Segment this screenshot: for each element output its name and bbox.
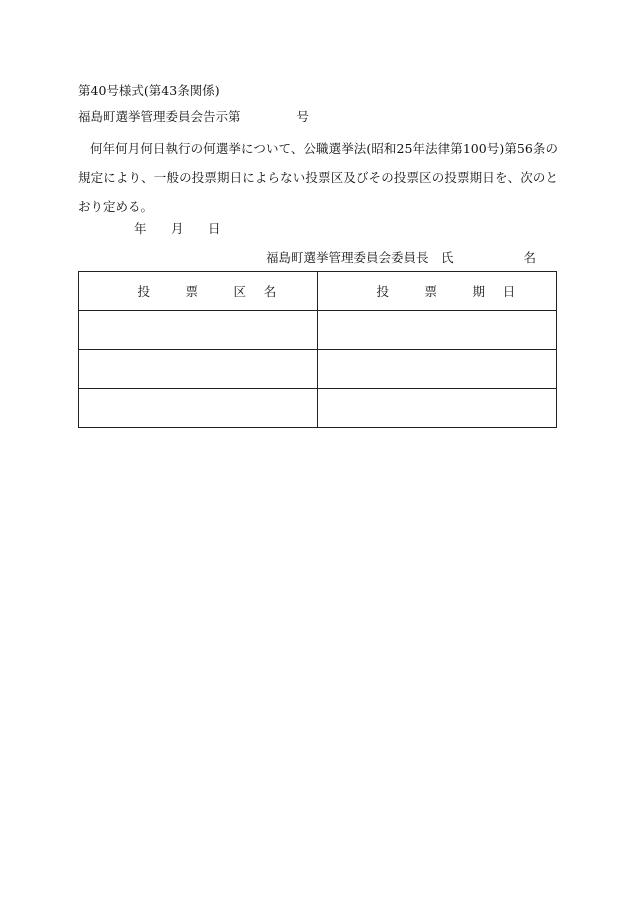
date-month: 月	[171, 221, 184, 236]
header-char: 名	[263, 284, 277, 299]
header-voting-date	[318, 272, 557, 311]
table-cell	[79, 311, 318, 350]
header-district-name	[79, 272, 318, 311]
table-row	[79, 311, 557, 350]
table-row	[79, 350, 557, 389]
table-row	[79, 389, 557, 428]
table-cell	[318, 389, 557, 428]
notice-prefix: 福島町選挙管理委員会告示第	[78, 109, 241, 124]
table-cell	[318, 311, 557, 350]
table-cell	[79, 350, 318, 389]
header-char: 区	[233, 284, 246, 299]
header-char: 投	[376, 284, 389, 299]
header-char: 日	[502, 284, 516, 299]
notice-body: 何年何月何日執行の何選挙について、公職選挙法(昭和25年法律第100号)第56条の規定により、一般の投票期日によらない投票区及びその投票区の投票期日を、次のとおり定める。	[78, 141, 558, 214]
district-table	[78, 271, 557, 428]
table-header-row	[79, 272, 557, 311]
signature-line	[266, 250, 536, 266]
notice-suffix: 号	[296, 109, 310, 124]
table-cell	[79, 389, 318, 428]
date-year: 年	[134, 221, 147, 236]
header-char: 期	[472, 284, 485, 299]
signature-name-suffix: 名	[523, 250, 537, 265]
date-line	[134, 221, 221, 237]
header-char: 票	[185, 284, 198, 299]
signature-title: 福島町選挙管理委員会委員長 氏	[266, 250, 454, 265]
form-number: 第40号様式(第43条関係)	[78, 83, 220, 98]
table-cell	[318, 350, 557, 389]
date-day: 日	[208, 221, 221, 236]
header-char: 票	[424, 284, 437, 299]
header-char: 投	[137, 284, 150, 299]
notice-number	[78, 109, 309, 125]
